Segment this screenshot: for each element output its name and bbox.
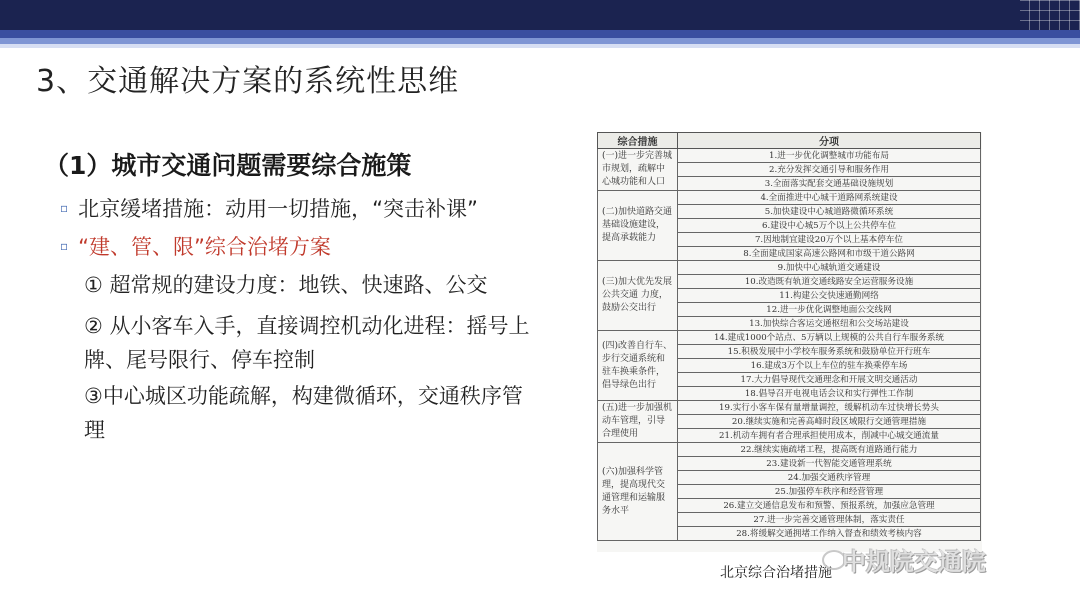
band-stripe	[0, 44, 1080, 48]
measure-item: 26.建立交通信息发布和预警、预报系统，加强应急管理	[678, 499, 981, 513]
measure-item: 25.加强停车秩序和经营管理	[678, 485, 981, 499]
top-decorative-band	[0, 0, 1080, 30]
measure-item: 21.机动车拥有者合理承担使用成本，削减中心城交通流量	[678, 429, 981, 443]
sub-point: ① 超常规的建设力度：地铁、快速路、公交	[84, 273, 488, 297]
bullet-item	[60, 193, 478, 223]
table-row	[598, 443, 981, 457]
bullet-text: “建、管、限”综合治堵方案	[78, 235, 331, 259]
measure-item: 9.加快中心城轨道交通建设	[678, 261, 981, 275]
measure-group: (六)加强科学管理，提高现代交通管理和运输服务水平	[598, 443, 678, 541]
measure-item: 11.构建公交快速通勤网络	[678, 289, 981, 303]
band-grid-pattern	[1020, 0, 1080, 30]
measure-item: 6.建设中心城5万个以上公共停车位	[678, 219, 981, 233]
measure-item: 12.进一步优化调整地面公交线网	[678, 303, 981, 317]
measure-item: 19.实行小客车保有量增量调控，缓解机动车过快增长势头	[678, 401, 981, 415]
measure-item: 2.充分发挥交通引导和服务作用	[678, 163, 981, 177]
measure-item: 13.加快综合客运交通枢纽和公交场站建设	[678, 317, 981, 331]
measure-group: (三)加大优先发展公共交通 力度，鼓励公交出行	[598, 261, 678, 331]
table-caption: 北京综合治堵措施	[720, 565, 832, 581]
measures-table-image	[597, 132, 982, 552]
measure-group: (一)进一步完善城市规划，疏解中心城功能和人口	[598, 149, 678, 191]
measure-item: 23.建设新一代智能交通管理系统	[678, 457, 981, 471]
measure-item: 15.积极发展中小学校车服务系统和鼓励单位开行班车	[678, 345, 981, 359]
measure-item: 24.加强交通秩序管理	[678, 471, 981, 485]
table-header: 分项	[678, 133, 981, 149]
sub-point: ③中心城区功能疏解，构建微循环，交通秩序管理	[84, 384, 523, 442]
measure-item: 14.建成1000个站点、5万辆以上规模的公共自行车服务系统	[678, 331, 981, 345]
measure-item: 10.改造既有轨道交通线路安全运营服务设施	[678, 275, 981, 289]
table-row	[598, 191, 981, 205]
watermark: 中规院交通院	[842, 548, 986, 576]
measure-item: 5.加快建设中心城道路微循环系统	[678, 205, 981, 219]
measure-item: 20.继续实施和完善高峰时段区域限行交通管理措施	[678, 415, 981, 429]
measure-item: 18.倡导召开电视电话会议和实行弹性工作制	[678, 387, 981, 401]
bullet-item	[60, 231, 331, 261]
measure-item: 8.全面建成国家高速公路网和市级干道公路网	[678, 247, 981, 261]
measure-item: 4.全面推进中心城干道路网系统建设	[678, 191, 981, 205]
bullet-marker: ▫	[60, 201, 69, 215]
measure-item: 7.因地制宜建设20万个以上基本停车位	[678, 233, 981, 247]
table-row	[598, 401, 981, 415]
table-row	[598, 331, 981, 345]
measure-item: 22.继续实施疏堵工程，提高既有道路通行能力	[678, 443, 981, 457]
table-header: 综合措施	[598, 133, 678, 149]
band-stripe	[0, 30, 1080, 38]
table-row	[598, 149, 981, 163]
bullet-marker: ▫	[60, 239, 69, 253]
table-header-row	[598, 133, 981, 149]
measure-item: 28.将缓解交通拥堵工作纳入督查和绩效考核内容	[678, 527, 981, 541]
measure-item: 3.全面落实配套交通基础设施规划	[678, 177, 981, 191]
table-row	[598, 261, 981, 275]
measure-item: 1.进一步优化调整城市功能布局	[678, 149, 981, 163]
measure-item: 27.进一步完善交通管理体制，落实责任	[678, 513, 981, 527]
measures-table	[597, 132, 981, 541]
measure-group: (五)进一步加强机动车管理，引导合理使用	[598, 401, 678, 443]
sub-point: ② 从小客车入手，直接调控机动化进程：摇号上牌、尾号限行、停车控制	[84, 314, 530, 372]
section-heading: （1）城市交通问题需要综合施策	[44, 151, 412, 180]
measure-group: (二)加快道路交通基础设施建设，提高承载能力	[598, 191, 678, 261]
measure-item: 16.建成3万个以上车位的驻车换乘停车场	[678, 359, 981, 373]
bullet-text: 北京缓堵措施：动用一切措施，“突击补课”	[78, 197, 478, 221]
measure-item: 17.大力倡导现代交通理念和开展文明交通活动	[678, 373, 981, 387]
slide-title: 3、交通解决方案的系统性思维	[36, 64, 460, 99]
measure-group: (四)改善自行车、步行交通系统和驻车换乘条件，倡导绿色出行	[598, 331, 678, 401]
